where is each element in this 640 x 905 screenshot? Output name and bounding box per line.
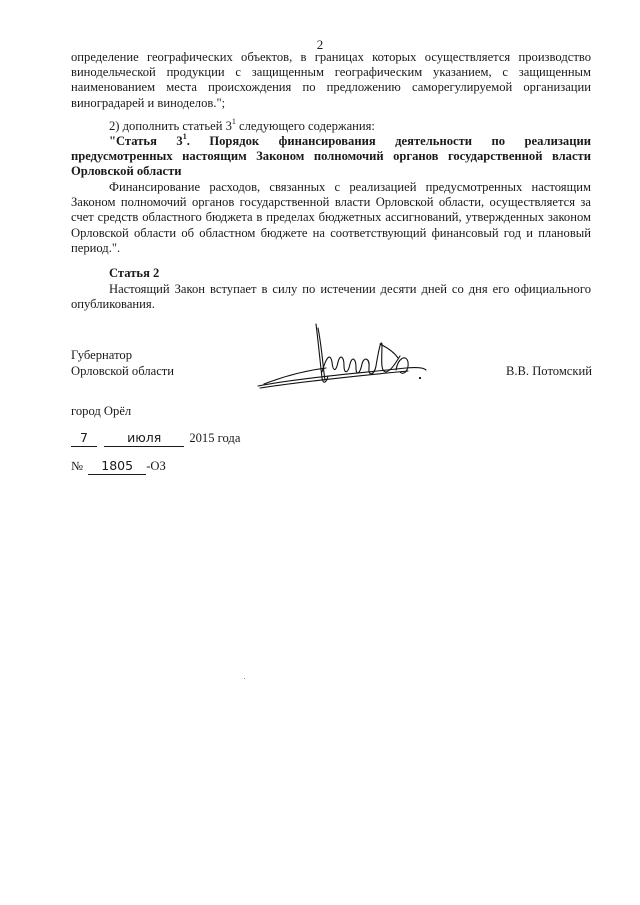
item-2-sup: 1 — [231, 116, 236, 126]
page-number: 2 — [316, 37, 324, 52]
article-3-1-body: Финансирование расходов, связанных с реализацией предусмотренных настоящим Законом полномочий органов государственной власти Орловской области, осуществляется за счет средств областного бюджета в пределах бюджетных ассигнований, утвержденных законом Орловской области об областном бюджете на соответствующий финансовый год и плановый период.". — [71, 180, 591, 255]
law-number-value: 1805 — [88, 459, 146, 475]
signing-date — [71, 431, 240, 447]
item-2-paragraph — [71, 116, 591, 134]
handwritten-signature — [230, 318, 440, 400]
city: город Орёл — [71, 404, 132, 418]
article-2-body: Настоящий Закон вступает в силу по истечении десяти дней со дня его официального опубликования. — [71, 282, 591, 312]
governor-name: В.В. Потомский — [505, 364, 592, 378]
item-2-prefix: 2) дополнить статьей 3 — [109, 119, 232, 133]
article-2-title: Статья 2 — [109, 266, 160, 280]
governor-title-line2: Орловской области — [71, 364, 175, 378]
law-number-suffix: -ОЗ — [146, 459, 166, 473]
article-3-1-title-rest: . Порядок финансирования деятельности по реализации предусмотренных настоящим Законом полномочий органов государственной власти Орловской области — [71, 134, 592, 179]
article-3-1-title-sup: 1 — [182, 131, 187, 141]
law-number — [71, 459, 166, 475]
article-3-1-title — [71, 131, 592, 180]
item-2-suffix: следующего содержания: — [235, 119, 375, 133]
date-day: 7 — [71, 431, 97, 447]
article-3-1-title-prefix: "Статья 3 — [109, 134, 183, 148]
speck — [244, 678, 245, 679]
governor-title-line1: Губернатор — [71, 348, 132, 362]
date-year: 2015 года — [189, 431, 241, 445]
intro-paragraph: определение географических объектов, в границах которых осуществляется производство винодельческой продукции с защищенным географическим указанием, с защищенным наименованием места происхождения по предложению саморегулируемой организации виноградарей и виноделов."; — [71, 50, 591, 110]
law-number-prefix: № — [71, 459, 84, 473]
governor-title — [71, 347, 174, 379]
date-month: июля — [104, 431, 184, 447]
